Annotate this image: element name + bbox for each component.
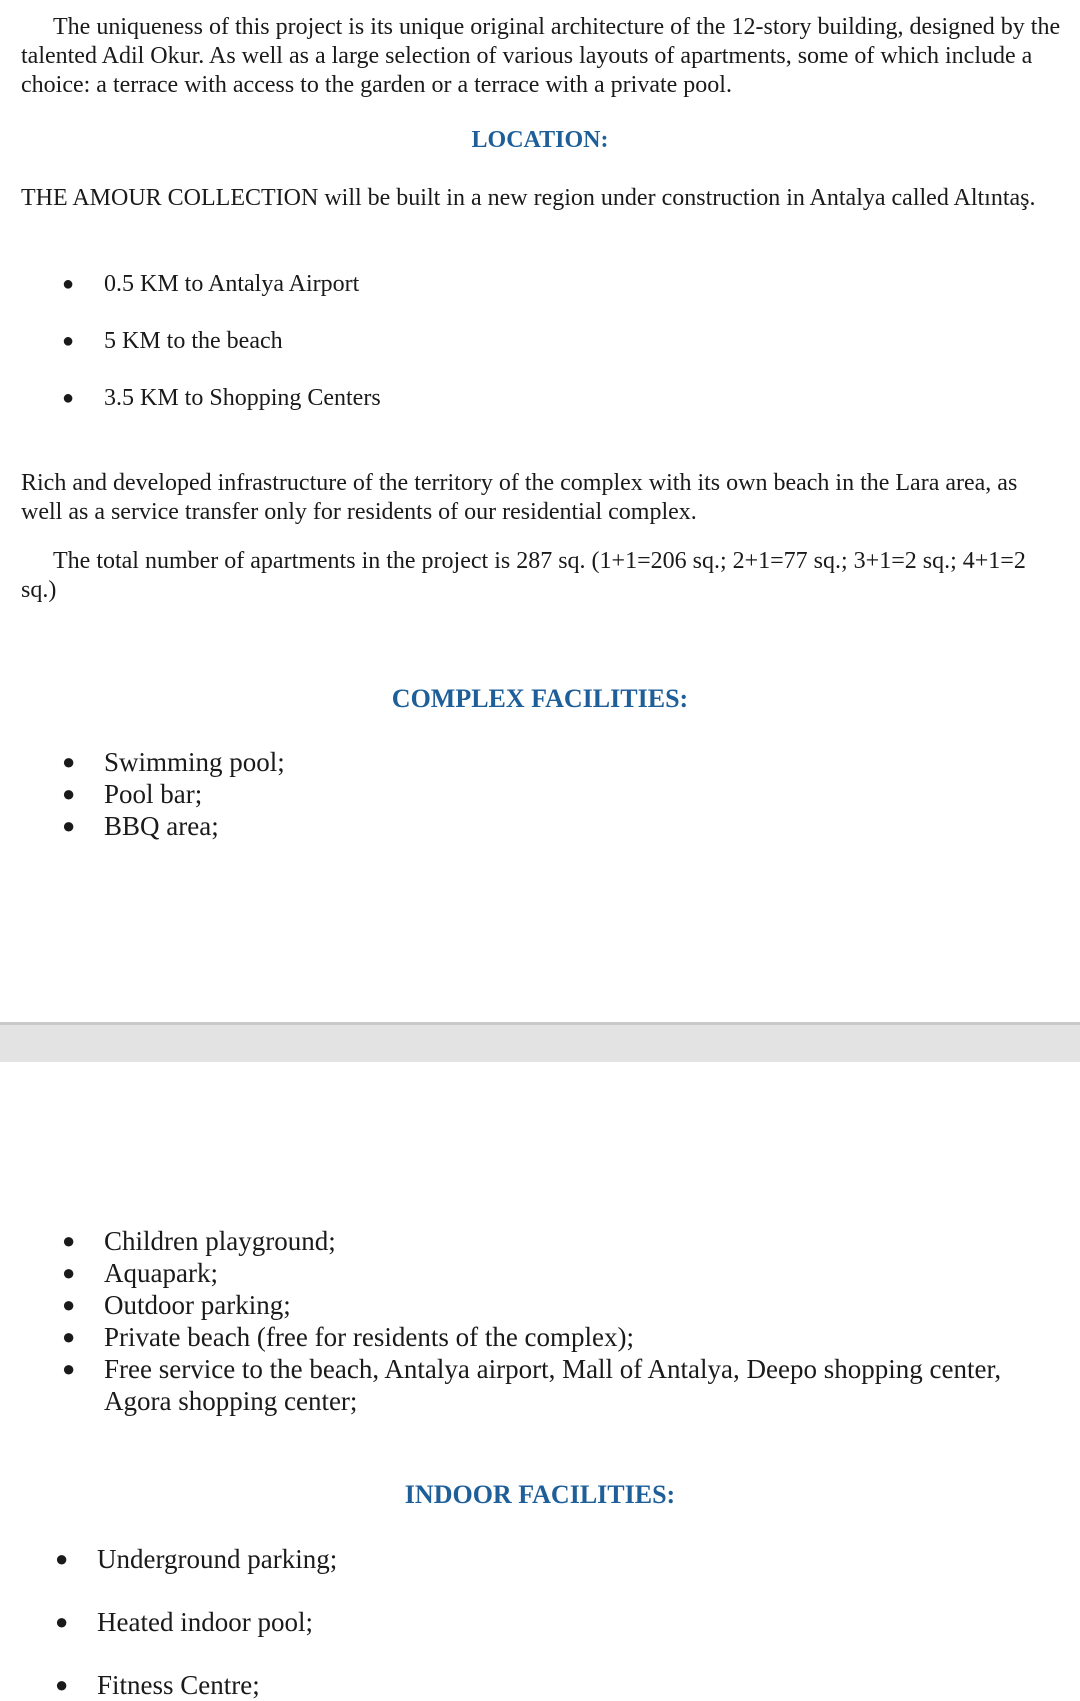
- bullet-icon: ●: [62, 1228, 76, 1253]
- bullet-icon: ●: [55, 1672, 69, 1697]
- list-item-text: Children playground;: [104, 1226, 336, 1256]
- list-item-text: Fitness Centre;: [97, 1670, 260, 1700]
- location-list-item: [62, 327, 1062, 356]
- bullet-icon: ●: [62, 330, 75, 352]
- list-item-text: BBQ area;: [104, 811, 219, 841]
- complex-list-item: [62, 810, 1062, 842]
- complex-list-item: [62, 1289, 1062, 1321]
- complex-facilities-heading: COMPLEX FACILITIES:: [391, 684, 689, 713]
- bullet-icon: ●: [55, 1546, 69, 1571]
- indoor-facilities-heading: INDOOR FACILITIES:: [404, 1480, 676, 1509]
- location-list-item: [62, 384, 1062, 413]
- location-paragraph: THE AMOUR COLLECTION will be built in a new region under construction in Antalya called Altıntaş.: [21, 185, 1036, 211]
- list-item-text: 3.5 KM to Shopping Centers: [104, 385, 381, 411]
- complex-list-item: [62, 1257, 1062, 1289]
- complex-list-item: [62, 1225, 1062, 1257]
- list-item-text: Aquapark;: [104, 1258, 218, 1288]
- location-heading: LOCATION:: [471, 127, 609, 153]
- complex-list-item: [62, 1321, 1062, 1353]
- bullet-icon: ●: [55, 1609, 69, 1634]
- list-item-text: Private beach (free for residents of the complex);: [104, 1322, 635, 1352]
- document-page-2: [0, 1062, 1080, 1700]
- infrastructure-paragraph: Rich and developed infrastructure of the territory of the complex with its own beach in the Lara area, as well as a service transfer only for residents of our residential complex.: [21, 470, 1018, 525]
- list-item-text: 0.5 KM to Antalya Airport: [104, 271, 360, 297]
- intro-paragraph: The uniqueness of this project is its unique original architecture of the 12-story building, designed by the talented Adil Okur. As well as a large selection of various layouts of apartments, some of which include a choice: a terrace with access to the garden or a terrace with a private pool.: [21, 14, 1061, 98]
- page-separator: [0, 1022, 1080, 1062]
- complex-list-item: [62, 778, 1062, 810]
- indoor-list-item: [55, 1669, 1055, 1701]
- list-item-text: Outdoor parking;: [104, 1290, 291, 1320]
- list-item-text: Underground parking;: [97, 1544, 338, 1574]
- list-item-text: 5 KM to the beach: [104, 328, 283, 354]
- list-item-text: Heated indoor pool;: [97, 1607, 313, 1637]
- list-item-text: Swimming pool;: [104, 747, 285, 777]
- indoor-list-item: [55, 1543, 1055, 1575]
- bullet-icon: ●: [62, 1292, 76, 1317]
- location-list-item: [62, 270, 1062, 299]
- bullet-icon: ●: [62, 813, 76, 838]
- bullet-icon: ●: [62, 1324, 76, 1349]
- bullet-icon: ●: [62, 387, 75, 409]
- list-item-text: Pool bar;: [104, 779, 203, 809]
- list-item-text: Free service to the beach, Antalya airport, Mall of Antalya, Deepo shopping center, Agora shopping center;: [104, 1354, 1002, 1416]
- complex-list-item: [62, 746, 1062, 778]
- apartments-paragraph: The total number of apartments in the project is 287 sq. (1+1=206 sq.; 2+1=77 sq.; 3+1=2 sq.; 4+1=2 sq.): [21, 548, 1026, 603]
- bullet-icon: ●: [62, 1260, 76, 1285]
- bullet-icon: ●: [62, 781, 76, 806]
- indoor-list-item: [55, 1606, 1055, 1638]
- bullet-icon: ●: [62, 273, 75, 295]
- bullet-icon: ●: [62, 749, 76, 774]
- bullet-icon: ●: [62, 1356, 76, 1381]
- complex-list-item: [62, 1353, 1042, 1417]
